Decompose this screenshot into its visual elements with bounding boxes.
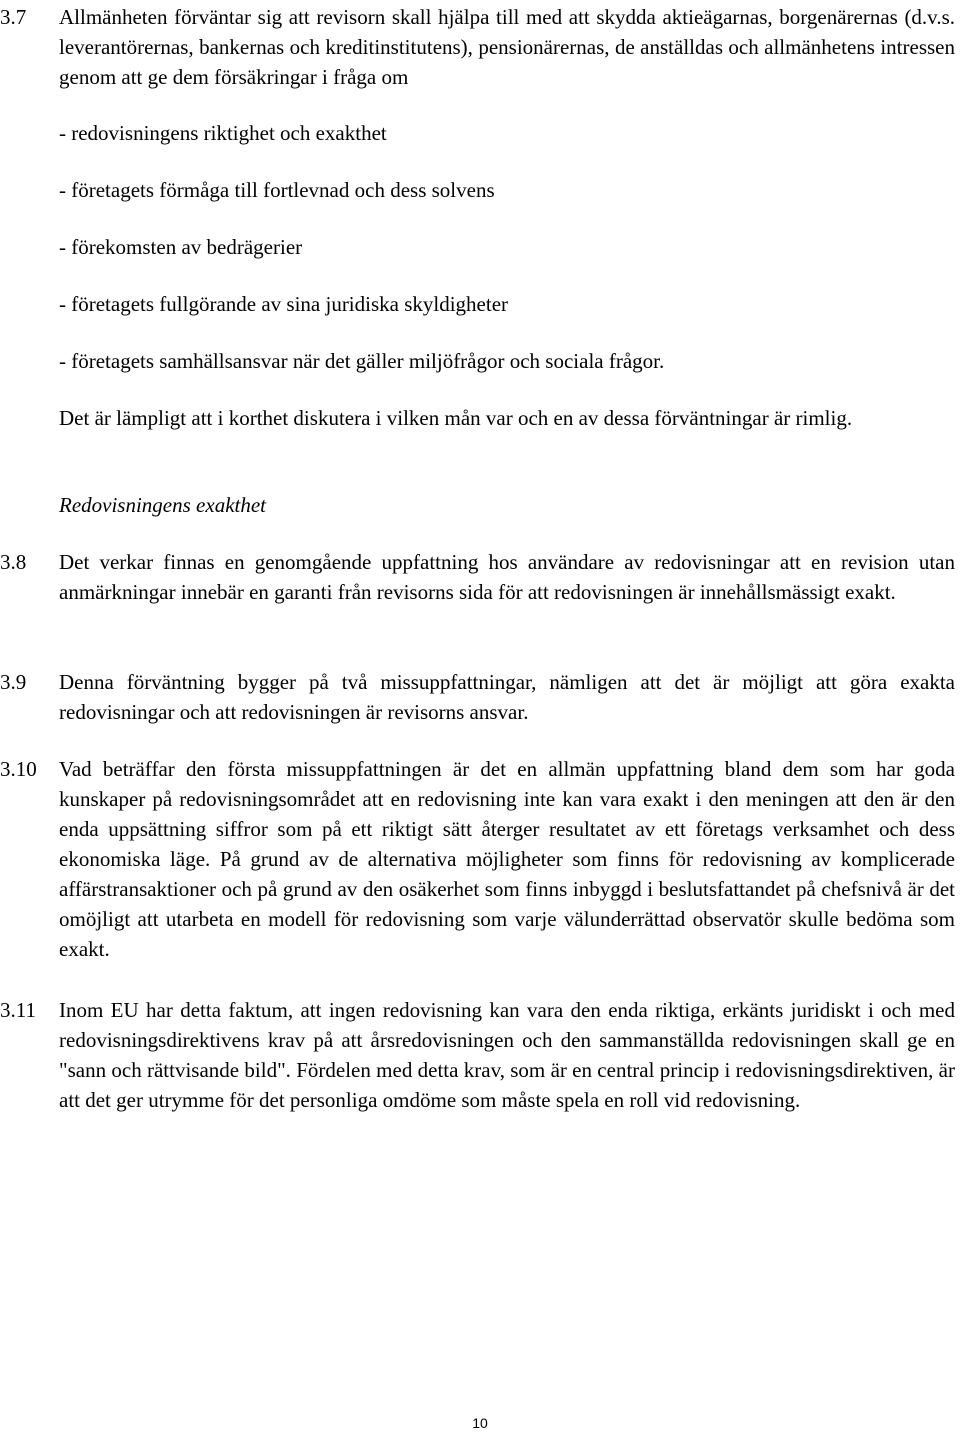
list-item: - förekomsten av bedrägerier — [59, 235, 303, 259]
section-subheading: Redovisningens exakthet — [59, 493, 267, 517]
paragraph-3-10 — [0, 754, 955, 964]
paragraph-3-11 — [0, 995, 955, 1115]
list-item: - företagets fullgörande av sina juridiska skyldigheter — [59, 292, 509, 316]
paragraph-number: 3.10 — [0, 757, 37, 781]
paragraph-text: Det verkar finnas en genomgående uppfattning hos användare av redovisningar att en revision utan anmärkningar innebär en garanti från revisorns sida för att redovisningen är innehållsmässigt exakt. — [59, 550, 955, 604]
paragraph-3-9 — [0, 667, 955, 727]
paragraph-text: Inom EU har detta faktum, att ingen redovisning kan vara den enda riktiga, erkänts juridiskt i och med redovisningsdirektivens krav på att årsredovisningen och den sammanställda redovisningen skall ge en "sann och rättvisande bild". Fördelen med detta krav, som är en central princip i redovisningsdirektiven, är att det ger utrymme för det personliga omdöme som måste spela en roll vid redovisning. — [59, 998, 955, 1112]
list-item: - företagets samhällsansvar när det gäller miljöfrågor och sociala frågor. — [59, 349, 665, 373]
paragraph-number: 3.11 — [0, 998, 36, 1022]
paragraph-text: Denna förväntning bygger på två missuppfattningar, nämligen att det är möjligt att göra exakta redovisningar och att redovisningen är revisorns ansvar. — [59, 670, 955, 724]
paragraph-3-8 — [0, 547, 955, 607]
page-number: 10 — [472, 1415, 488, 1431]
list-item: - företagets förmåga till fortlevnad och dess solvens — [59, 178, 495, 202]
paragraph-text: Allmänheten förväntar sig att revisorn skall hjälpa till med att skydda aktieägarnas, borgenärernas (d.v.s. leverantörernas, bankernas och kreditinstitutens), pensionärernas, de anställdas och allmänhetens intressen genom att ge dem försäkringar i fråga om — [59, 5, 955, 89]
paragraph-number: 3.9 — [0, 670, 27, 694]
paragraph-text: Vad beträffar den första missuppfattningen är det en allmän uppfattning bland dem som har goda kunskaper på redovisningsområdet att en redovisning inte kan vara exakt i den meningen att den är den enda uppsättning siffror som på ett riktigt sätt återger resultatet av ett företags verksamhet och dess ekonomiska läge. På grund av de alternativa möjligheter som finns för redovisning av komplicerade affärstransaktioner och på grund av den osäkerhet som finns inbyggd i beslutsfattandet på chefsnivå är det omöjligt att utarbeta en modell för redovisning som varje välunderrättad observatör skulle bedöma som exakt. — [59, 757, 955, 961]
list-item: - redovisningens riktighet och exakthet — [59, 121, 387, 145]
paragraph-number: 3.7 — [0, 5, 27, 29]
paragraph-3-7 — [0, 2, 955, 92]
discussion-paragraph: Det är lämpligt att i korthet diskutera i vilken mån var och en av dessa förväntningar är rimlig. — [59, 406, 853, 430]
paragraph-number: 3.8 — [0, 550, 27, 574]
